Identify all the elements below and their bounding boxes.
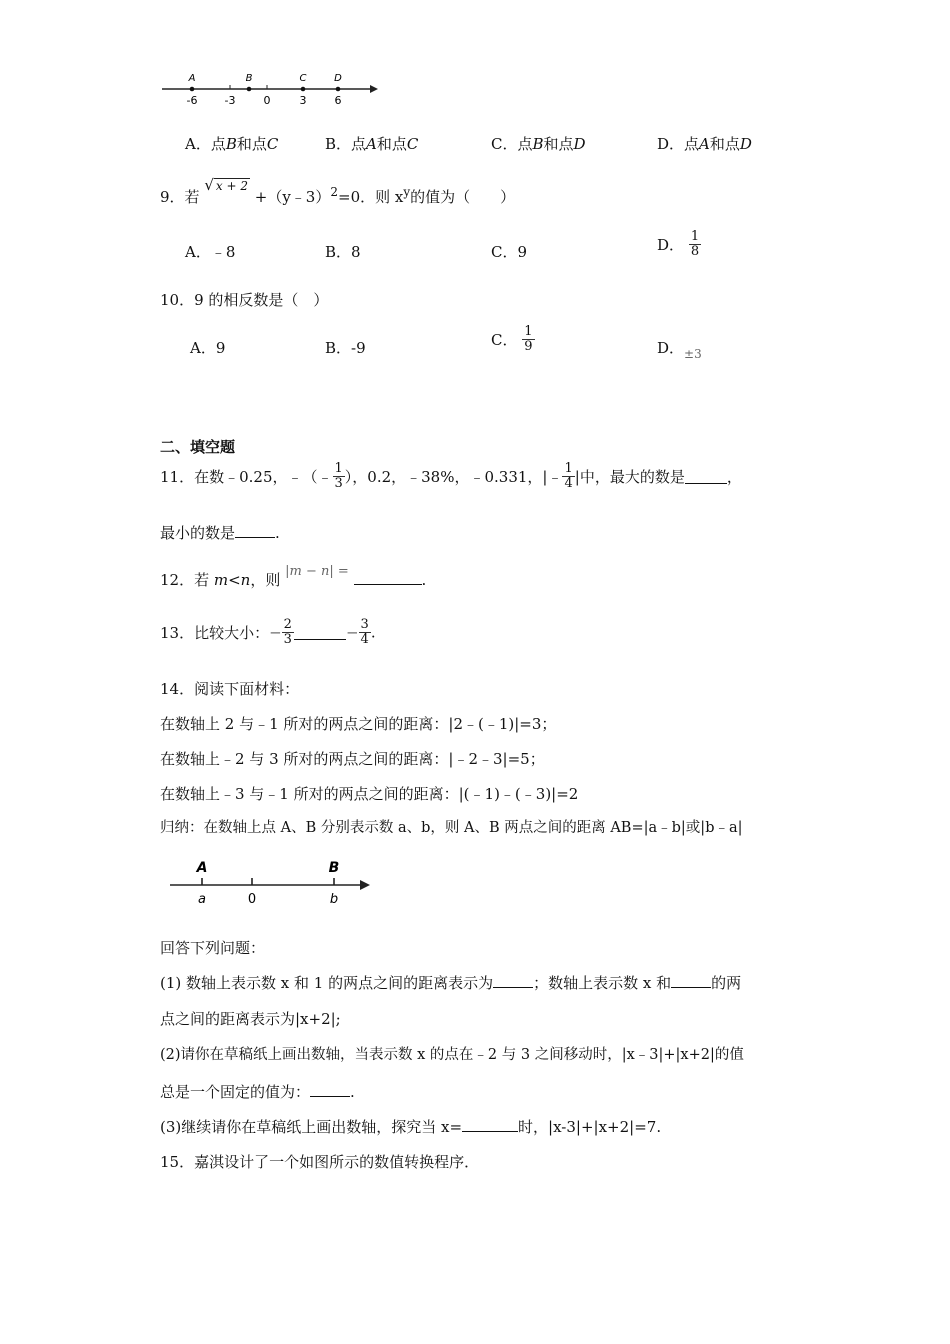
answer-blank[interactable] [235, 523, 275, 538]
q14-line3: 在数轴上﹣3 与﹣1 所对的两点之间的距离：|(﹣1)﹣(﹣3)|=2 [160, 785, 579, 803]
q9-stem: 9．若 √ x + 2 +（y﹣3）$^2$=0．则 $x^y$的值为（ ） [160, 176, 516, 206]
tick-label: 3 [299, 94, 307, 107]
abs-expression: |m − n| = [285, 564, 349, 579]
value-a-label: a [198, 892, 206, 905]
q14-sub1-line1: (1) 数轴上表示数 x 和 1 的两点之间的距离表示为 ；数轴上表示数 x 和 的两 [160, 974, 742, 992]
q15-stem: 15．嘉淇设计了一个如图所示的数值转换程序． [160, 1153, 480, 1171]
q10-option-a: A．9 [190, 339, 226, 357]
answer-blank[interactable] [310, 1082, 350, 1097]
q14-sub2-line2: 总是一个固定的值为： . [160, 1083, 355, 1101]
q11-line1: 11．在数﹣0.25，﹣（﹣ $\frac{1}{3}$ ），0.2，﹣38%，﹣0.331，|﹣ $\frac{1}{4}$ |中，最大的数是 ， [160, 461, 742, 491]
point-b-label: B [328, 860, 340, 876]
tick-label: 6 [334, 94, 342, 107]
q8-option-a: A．点B和点C [185, 135, 279, 153]
q14-number-line-figure [168, 855, 374, 905]
answer-blank[interactable] [685, 469, 727, 484]
q14-line1: 在数轴上 2 与﹣1 所对的两点之间的距离：|2﹣(﹣1)|=3； [160, 715, 557, 733]
q11-line2: 最小的数是 . [160, 524, 280, 542]
point-a-label: A [188, 73, 196, 84]
q9-option-c: C．9 [491, 243, 528, 261]
q8-option-d: D．点A和点D [657, 135, 752, 153]
section-title: 二、填空题 [160, 438, 236, 456]
q8-option-c: C．点B和点D [491, 135, 586, 153]
q9-option-d: D． $\frac{1}{8}$ [657, 229, 700, 259]
q9-option-b: B．8 [325, 243, 361, 261]
sqrt-expression: √ x + 2 [204, 176, 248, 194]
q10-option-d: D．$_{\pm 3}$ [657, 339, 702, 361]
tick-label: -3 [224, 94, 236, 107]
point-b-label: B [245, 73, 253, 84]
q8-number-line-figure [160, 70, 380, 110]
zero-label: 0 [247, 892, 257, 905]
q10-stem: 10．9 的相反数是（ ） [160, 291, 329, 309]
answer-blank[interactable] [294, 625, 346, 640]
answer-blank[interactable] [462, 1117, 518, 1132]
q14-sub2-line1: (2)请你在草稿纸上画出数轴，当表示数 x 的点在﹣2 与 3 之间移动时，|x﹣3|+|x+2|的值 [160, 1047, 744, 1063]
point-c-label: C [299, 73, 307, 84]
q14-sub1-line2: 点之间的距离表示为|x+2|; [160, 1010, 341, 1028]
q8-option-b: B．点A和点C [325, 135, 419, 153]
tick-label: 0 [263, 94, 271, 107]
q12-stem: 12．若 m<n，则 |m − n| = . [160, 564, 427, 589]
q14-line2: 在数轴上﹣2 与 3 所对的两点之间的距离：|﹣2﹣3|=5； [160, 750, 545, 768]
q10-option-c: C． $\frac{1}{9}$ [491, 324, 533, 354]
point-d-label: D [334, 73, 342, 84]
point-a-label: A [196, 860, 208, 876]
answer-blank[interactable] [354, 570, 422, 585]
q14-line4: 归纳：在数轴上点 A、B 分别表示数 a、b，则 A、B 两点之间的距离 AB=|a﹣b|或|b﹣a| [160, 820, 743, 836]
q13-stem: 13．比较大小：− $\frac{2}{3}$ − $\frac{3}{4}$ . [160, 617, 376, 647]
q14-sub3: (3)继续请你在草稿纸上画出数轴，探究当 x= 时，|x-3|+|x+2|=7. [160, 1118, 662, 1136]
q14-answer-title: 回答下列问题： [160, 939, 266, 957]
q9-option-a: A．﹣8 [185, 243, 236, 261]
value-b-label: b [329, 892, 339, 905]
tick-label: -6 [186, 94, 198, 107]
answer-blank[interactable] [671, 973, 711, 988]
answer-blank[interactable] [493, 973, 533, 988]
q10-option-b: B．-9 [325, 339, 366, 357]
q14-title: 14．阅读下面材料： [160, 680, 300, 698]
